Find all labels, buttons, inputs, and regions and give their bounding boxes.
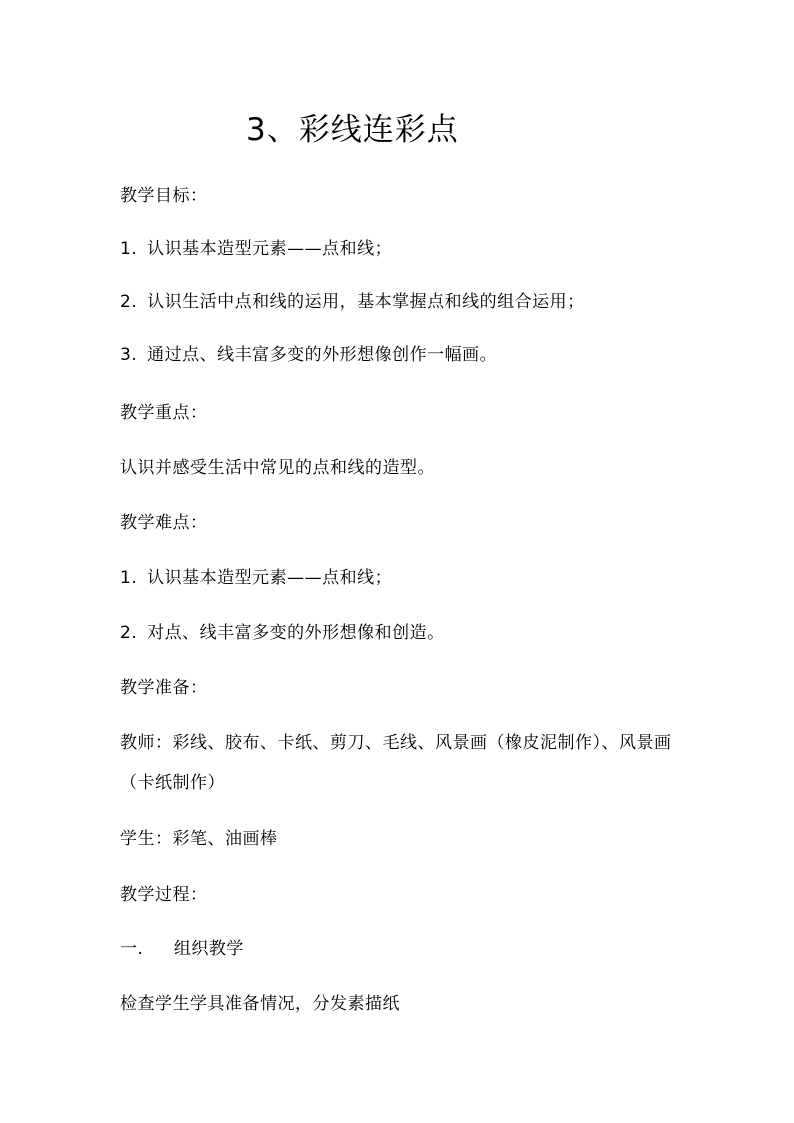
document-title: 3、彩线连彩点 (246, 112, 459, 148)
difficulties-heading: 教学难点： (120, 513, 208, 533)
key-points-text: 认识并感受生活中常见的点和线的造型。 (120, 458, 435, 478)
objective-item-2 (120, 290, 585, 314)
objectives-heading: 教学目标： (120, 186, 208, 206)
process-step-1-num: 一. (120, 939, 144, 959)
process-heading: 教学过程： (120, 885, 208, 905)
objective-item-1-text: 认识基本造型元素——点和线； (147, 239, 393, 259)
difficulty-item-1-num: 1. (120, 568, 138, 588)
objective-item-3-text: 通过点、线丰富多变的外形想像创作一幅画。 (147, 345, 498, 365)
difficulty-item-1-text: 认识基本造型元素——点和线； (147, 568, 393, 588)
process-step-1-text: 检查学生学具准备情况，分发素描纸 (120, 994, 400, 1014)
objective-item-1-num: 1. (120, 239, 138, 259)
process-step-1 (120, 937, 244, 961)
difficulty-item-2-text: 对点、线丰富多变的外形想像和创造。 (147, 623, 445, 643)
objective-item-2-text: 认识生活中点和线的运用，基本掌握点和线的组合运用； (147, 292, 585, 312)
difficulty-item-1 (120, 566, 392, 590)
preparation-teacher: 教师：彩线、胶布、卡纸、剪刀、毛线、风景画（橡皮泥制作）、风景画（卡纸制作） (120, 733, 672, 793)
preparation-heading: 教学准备： (120, 678, 208, 698)
difficulty-item-2-num: 2. (120, 623, 138, 643)
key-points-heading: 教学重点： (120, 403, 208, 423)
objective-item-3-num: 3. (120, 345, 138, 365)
objective-item-2-num: 2. (120, 292, 138, 312)
process-step-1-title: 组织教学 (173, 939, 244, 959)
difficulty-item-2 (120, 621, 445, 645)
objective-item-1 (120, 237, 392, 261)
objective-item-3 (120, 343, 497, 367)
preparation-student: 学生：彩笔、油画棒 (120, 829, 278, 849)
